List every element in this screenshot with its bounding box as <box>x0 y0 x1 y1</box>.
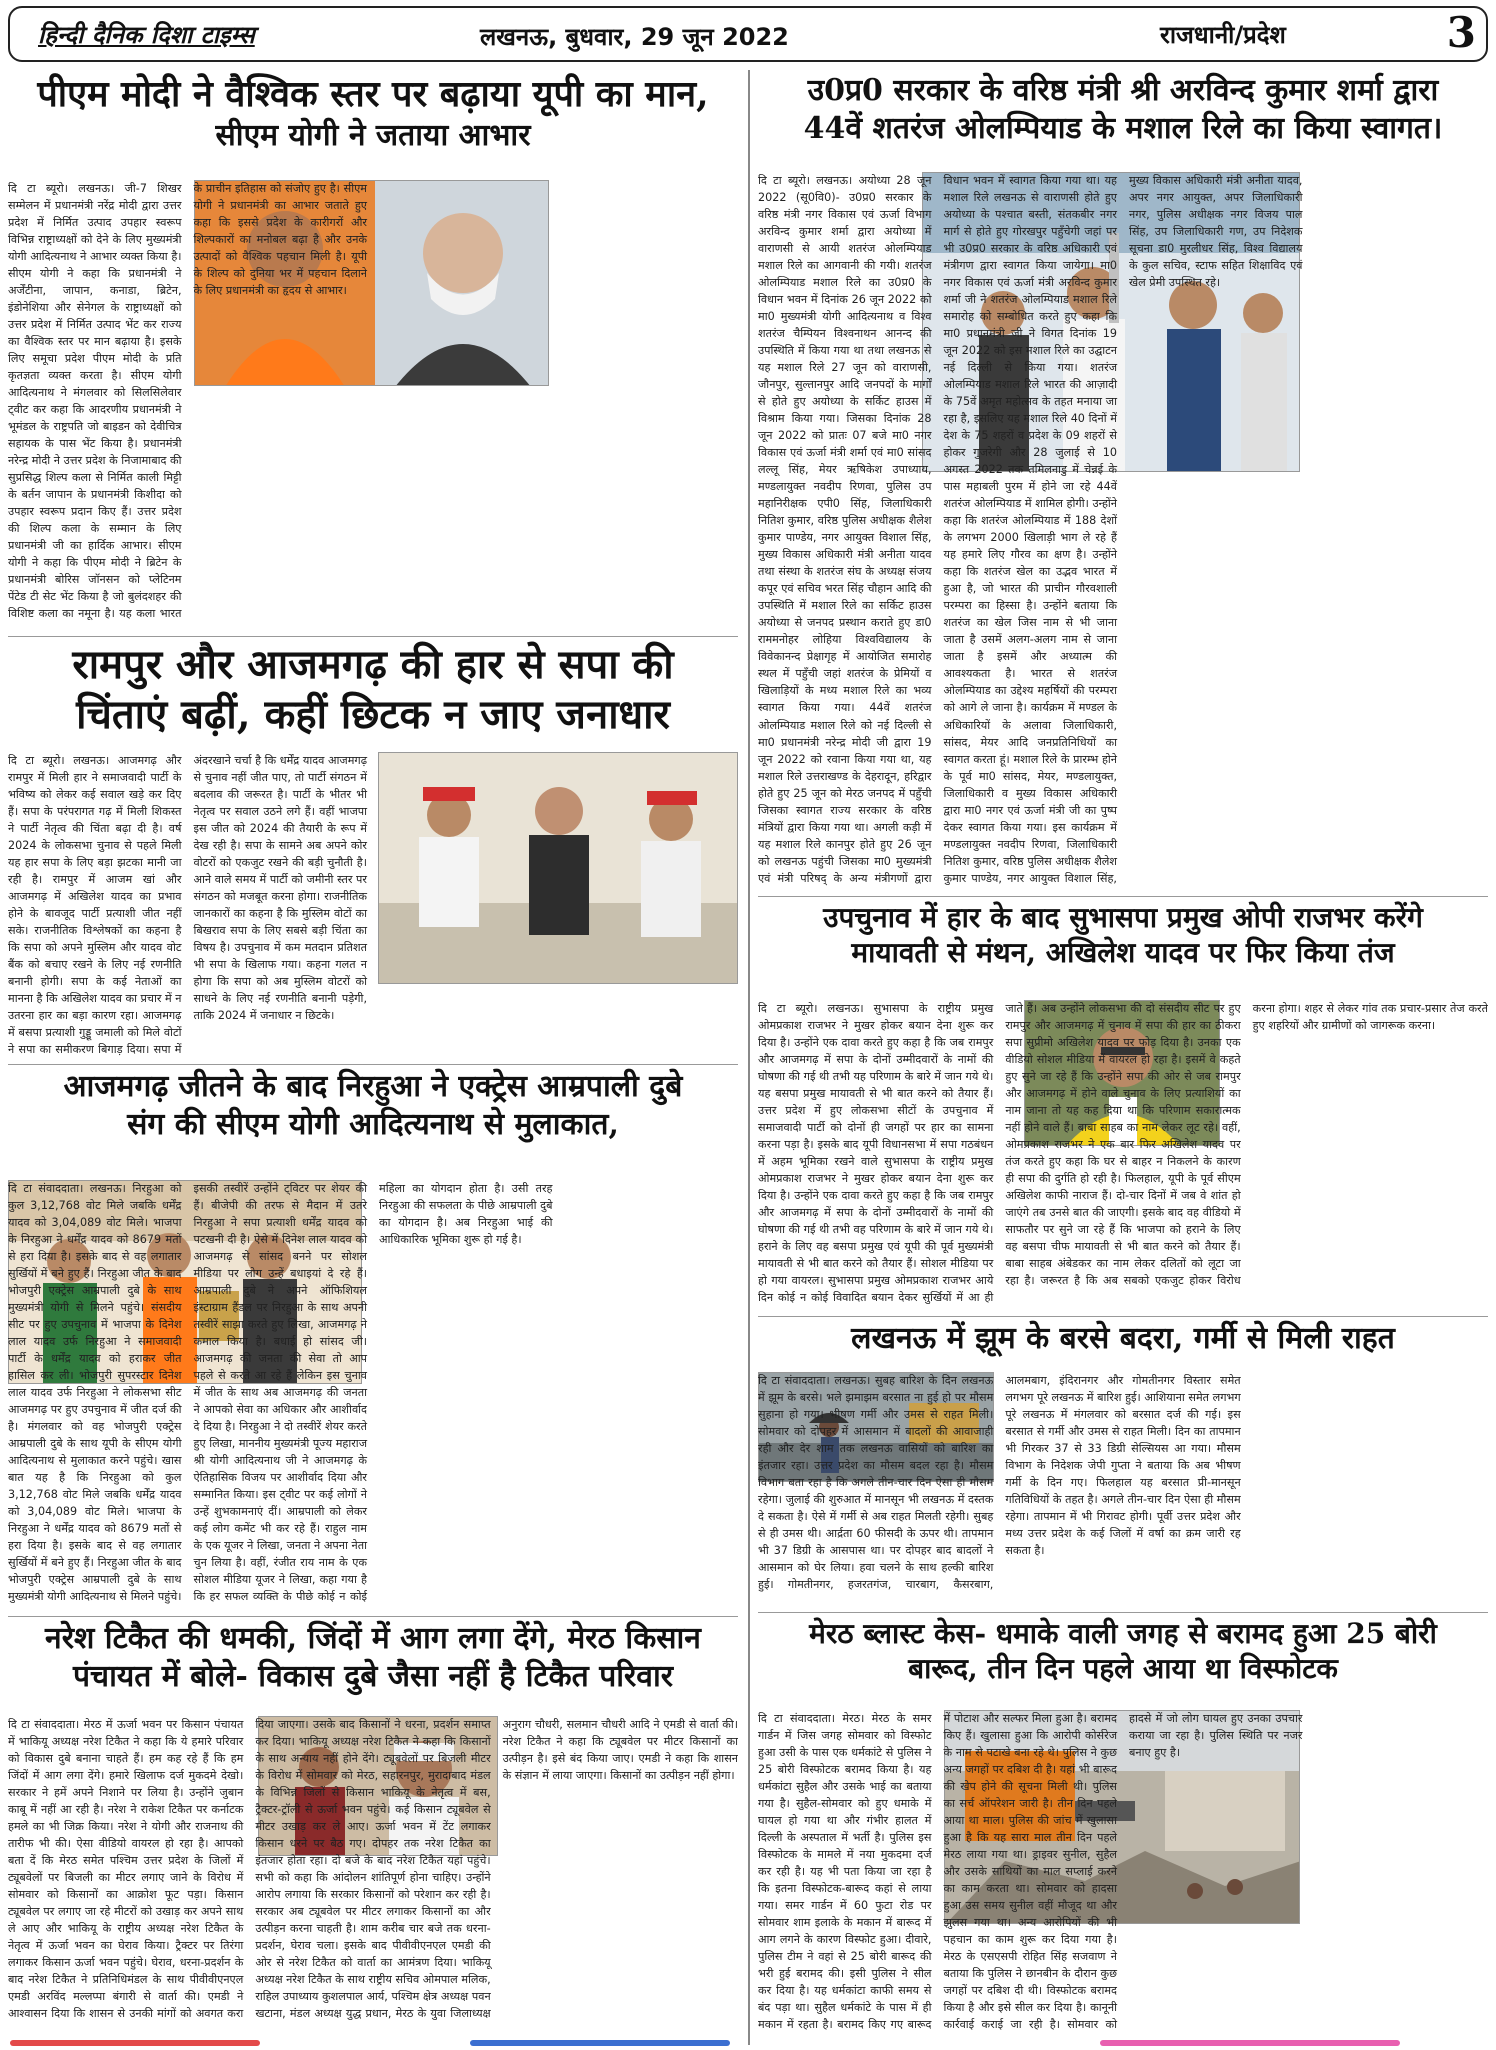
headline-nirahua-1: आजमगढ़ जीतने के बाद निरहुआ ने एक्ट्रेस आम्रपाली दुबे <box>63 1069 683 1104</box>
article-subhaspa <box>758 900 1488 1312</box>
body-olympiad: दि टा ब्यूरो। लखनऊ। अयोध्या 28 जून 2022 (सू0वि0)- उ0प्र0 सरकार के वरिष्ठ मंत्री नगर विकास एवं ऊर्जा विभाग अरविन्द कुमार शर्मा द्वारा अयोध्या में वाराणसी से आयी शतरंज ओलम्पियाड मशाल रिले का आगवानी की गयी। शतरंज ओलम्पियाड मशाल रिले का उ0प्र0 के विधान भवन में दिनांक 26 जून 2022 को मा0 मुख्यमंत्री योगी आदित्यनाथ व विश्व शतरंज चैम्पियन विश्वनाथन आनन्द की उपस्थिति में किया गया था तथा लखनऊ से यह मशाल रिले 27 जून को वाराणसी, जौनपुर, सुल्तानपुर आदि जनपदों के मार्गों से होते हुए अयोध्या के सर्किट हाउस में विश्राम किया गया। जिसका दिनांक 28 जून 2022 को प्रातः 07 बजे मा0 नगर विकास एवं ऊर्जा मंत्री शर्मा एवं मा0 सांसद लल्लू सिंह, मेयर ऋषिकेश उपाध्याय, मण्डलायुक्त नवदीप रिणवा, पुलिस उप महानिरीक्षक एपी0 सिंह, जिलाधिकारी नितिश कुमार, वरिष्ठ पुलिस अधीक्षक शैलेश कुमार पाण्डेय, नगर आयुक्त विशाल सिंह, मुख्य विकास अधिकारी मंत्री अनीता यादव तथा संस्था के शतरंज संघ के अध्यक्ष संजय कपूर एवं सचिव भरत सिंह चौहान आदि की उपस्थिति में मशाल रिले का सर्किट हाउस अयोध्या से जनपद प्रस्थान कराते हुए डा0 राममनोहर लोहिया विश्वविद्यालय के विवेकानन्द प्रेक्षागृह में आयोजित समारोह स्थल में पहुँची जहां शतरंज के प्रेमियों व खिलाड़ियों के मध्य मशाल रिले का भव्य स्वागत किया गया। 44वें शतरंज ओलम्पियाड मशाल रिले को नई दिल्ली से मा0 प्रधानमंत्री नरेन्द्र मोदी जी द्वारा 19 जून 2022 को रवाना किया गया था, यह मशाल रिले उत्तराखण्ड के देहरादून, हरिद्वार होते हुए 25 जून को मेरठ जनपद में पहुँची जिसका स्वागत राज्य सरकार के वरिष्ठ मंत्रियों द्वारा किया गया था। अगली कड़ी में यह मशाल रिले कानपुर होते हुए 26 जून को लखनऊ पहुंची जिसका मा0 मुख्यमंत्री एवं मंत्री परिषद् के अन्य मंत्रीगणों द्वारा विधान भवन में स्वागत किया गया था। यह मशाल रिले लखनऊ से वाराणसी होते हुए अयोध्या के पश्चात बस्ती, संतकबीर नगर मार्ग से होते हुए गोरखपुर पहुँचेगी जहां पर भी उ0प्र0 सरकार के वरिष्ठ अधिकारी एवं मंत्रीगण द्वारा स्वागत किया जायेगा। मा0 नगर विकास एवं ऊर्जा मंत्री अरविन्द कुमार शर्मा जी ने शतरंज ओलम्पियाड मशाल रिले समारोह को सम्बोधित करते हुए कहा कि मा0 प्रधानमंत्री जी ने विगत दिनांक 19 जून 2022 को इस मशाल रिले का उद्घाटन नई दिल्ली से किया गया। शतरंज ओलम्पियाड मशाल रिले भारत की आज़ादी के 75वें अमृत महोत्सव के तहत मनाया जा रहा है, इसलिए यह मशाल रिले 40 दिनों में देश के 75 शहरों व प्रदेश के 09 शहरों से होकर गुजरेगी और 28 जुलाई से 10 अगस्त 2022 तक तमिलनाडु में चेन्नई के पास महाबली पुरम में होने जा रहे 44वें शतरंज ओलम्पियाड में शामिल होगी। उन्होंने कहा कि शतरंज ओलम्पियाड में 188 देशों के लगभग 2000 खिलाड़ी भाग ले रहे हैं यह हमारे लिए गौरव का क्षण है। उन्होंने कहा कि शतरंज खेल का उद्भव भारत में हुआ है, जो भारत की प्राचीन गौरवशाली परम्परा का हिस्सा है। उन्होंने बताया कि शतरंज का खेल जिस नाम से भी जाना जाता है उसमें अलग-अलग नाम से जाना जाता है इसमें और अध्यात्म की आवश्यकता है। भारत से शतरंज ओलम्पियाड का उद्देश्य महर्षियों की परम्परा को आगे ले जाना है। कार्यक्रम में मण्डल के अधिकारियों के अलावा जिलाधिकारी, सांसद, मेयर आदि जनप्रतिनिधियों का स्वागत करता हूं। मशाल रिले के प्रारम्भ होने के पूर्व मा0 सांसद, मेयर, मण्डलायुक्त, जिलाधिकारी व मुख्य विकास अधिकारी द्वारा मा0 नगर एवं ऊर्जा मंत्री जी का पुष्प देकर स्वागत किया गया। इस कार्यक्रम में मण्डलायुक्त नवदीप रिणवा, जिलाधिकारी नितिश कुमार, वरिष्ठ पुलिस अधीक्षक शैलेश कुमार पाण्डेय, नगर आयुक्त विशाल सिंह, मुख्य विकास अधिकारी मंत्री अनीता यादव, अपर नगर आयुक्त, अपर जिलाधिकारी नगर, पुलिस अधीक्षक नगर विजय पाल सिंह, उप जिलाधिकारी गण, उप निदेशक सूचना डा0 मुरलीधर सिंह, विश्व विद्यालय के कुल सचिव, स्टाफ सहित शिक्षाविद एवं खेल प्रेमी उपस्थित रहे। <box>758 174 1303 885</box>
body-subhaspa: दि टा ब्यूरो। लखनऊ। सुभासपा के राष्ट्रीय प्रमुख ओमप्रकाश राजभर ने मुखर होकर बयान देना शुरू कर दिया है। उन्होंने एक दावा करते हुए कहा है कि जब रामपुर और आजमगढ़ में सपा के दोनों उम्मीदवारों के नामों की घोषणा की गई थी तभी यह परिणाम के बारे में जान गये थे। यह बसपा प्रमुख मायावती से भी बात करने को तैयार हैं। उत्तर प्रदेश में हुए लोकसभा सीटों के उपचुनाव में समाजवादी पार्टी को दोनों ही जगहों पर हार का सामना करना पड़ा है। इसके बाद यूपी विधानसभा में सपा गठबंधन में अहम भूमिका रखने वाले सुभासपा के राष्ट्रीय प्रमुख ओमप्रकाश राजभर ने मुखर होकर बयान देना शुरू कर दिया है। उन्होंने एक दावा करते हुए कहा है कि जब रामपुर और आजमगढ़ में सपा के दोनों उम्मीदवारों के नामों की घोषणा की गई थी तभी वह परिणाम के बारे में जान गये थे। हराने के लिए वह बसपा प्रमुख एवं यूपी की पूर्व मुख्यमंत्री मायावती से भी बात करने को तैयार हैं। सोशल मीडिया पर हो गया वायरल। सुभासपा प्रमुख ओमप्रकाश राजभर आये दिन कोई न कोई विवादित बयान देकर सुर्खियों में आ ही जाते हैं। अब उन्होंने लोकसभा की दो संसदीय सीट पर हुए रामपुर और आजमगढ़ में चुनाव में सपा की हार का ठीकरा सपा सुप्रीमो अखिलेश यादव पर फोड़ दिया है। उनका एक वीडियो सोशल मीडिया में वायरल हो रहा है। इसमें वे कहते हुए सुने जा रहे हैं कि उन्होंने सपा की ओर से जब रामपुर और आजमगढ़ में होने वाले चुनाव के लिए प्रत्याशियों का नाम जाना तो यह कह दिया था कि परिणाम सकारात्मक नहीं होने वाले हैं। बाबा साहब का नाम लेकर लूट रहे। वहीं, ओमप्रकाश राजभर ने एक बार फिर अखिलेश यादव पर तंज करते हुए कहा कि घर से बाहर न निकलने के कारण ही सपा की दुर्गति हो रही है। फिलहाल, यूपी के पूर्व सीएम अखिलेश काफी नाराज हैं। दो-चार दिनों में जब वे शांत हो जाएंगे तब उनसे बात की जाएगी। इसके बाद वह वीडियो में साफतौर पर सुने जा रहे हैं कि भाजपा को हराने के लिए वह बसपा चीफ मायावती से भी बात करने को तैयार हैं। बाबा साहब अंबेडकर का नाम लेकर दलितों को लूटा जा रहा है। जरूरत है कि अब सबको एकजुट होकर विरोध करना होगा। शहर से लेकर गांव तक प्रचार-प्रसार तेज करते हुए शहरियों और ग्रामीणों को जागरूक करना। <box>758 1002 1488 1305</box>
body-modi-up: दि टा ब्यूरो। लखनऊ। जी-7 शिखर सम्मेलन में प्रधानमंत्री नरेंद्र मोदी द्वारा उत्तर प्रदेश में निर्मित उत्पाद उपहार स्वरूप विभिन्न राष्ट्राध्यक्षों को देने के लिए मुख्यमंत्री योगी आदित्यनाथ ने आभार व्यक्त किया है। सीएम योगी ने कहा कि प्रधानमंत्री ने अर्जेंटीना, जापान, कनाडा, ब्रिटेन, इंडोनेशिया और सेनेगल के राष्ट्राध्यक्षों को उत्तर प्रदेश में निर्मित उत्पाद भेंट कर राज्य का वैश्विक स्तर पर मान बढ़ाया है। इसके लिए समूचा प्रदेश पीएम मोदी के प्रति कृतज्ञता व्यक्त करता है। सीएम योगी आदित्यनाथ ने मंगलवार को सिलसिलेवार ट्वीट कर कहा कि आदरणीय प्रधानमंत्री ने भूमंडल के राष्ट्रपति जो बाइडन को देवीचित्र सहायक के पास भेंट किया है। प्रधानमंत्री नरेन्द्र मोदी ने उत्तर प्रदेश के निजामाबाद की सुप्रसिद्ध शिल्प कला से निर्मित काली मिट्टी के बर्तन जापान के प्रधानमंत्री किशीदा को उपहार स्वरूप प्रदान किए हैं। उत्तर प्रदेश की शिल्प कला के सम्मान के लिए प्रधानमंत्री जी का हार्दिक आभार। सीएम योगी ने कहा कि पीएम मोदी ने ब्रिटेन के प्रधानमंत्री बोरिस जॉनसन को प्लेटिनम पेंटेड टी सेट भेंट किया है जो बुलंदशहर की विशिष्ट कला का नमूना है। यह कला भारत के प्राचीन इतिहास को संजोए हुए है। सीएम योगी ने प्रधानमंत्री का आभार जताते हुए कहा कि इससे प्रदेश के कारीगरों और शिल्पकारों का मनोबल बढ़ा है और उनके उत्पादों को वैश्विक पहचान मिली है। यूपी के शिल्प को दुनिया भर में पहचान दिलाने के लिए प्रधानमंत्री का हृदय से आभार। <box>8 182 367 621</box>
rule-1 <box>8 636 738 637</box>
rule-2 <box>8 1064 738 1065</box>
article-nirahua <box>8 1068 738 1612</box>
headline-olympiad-1: उ0प्र0 सरकार के वरिष्ठ मंत्री श्री अरविन्द कुमार शर्मा द्वारा <box>807 73 1439 108</box>
body-rampur: दि टा ब्यूरो। लखनऊ। आजमगढ़ और रामपुर में मिली हार ने समाजवादी पार्टी के भविष्य को लेकर कई सवाल खड़े कर दिए हैं। सपा के परंपरागत गढ़ में मिली शिकस्त ने पार्टी नेतृत्व की चिंता बढ़ा दी है। वर्ष 2024 के लोकसभा चुनाव से पहले मिली यह हार सपा के लिए बड़ा झटका मानी जा रही है। रामपुर में आजम खां और आजमगढ़ में अखिलेश यादव का प्रभाव होने के बावजूद पार्टी प्रत्याशी जीत नहीं सके। राजनीतिक विश्लेषकों का कहना है कि सपा को अपने मुस्लिम और यादव वोट बैंक को बचाए रखने के लिए नई रणनीति बनानी होगी। सपा के कई नेताओं का मानना है कि अखिलेश यादव का प्रचार में न उतरना हार का बड़ा कारण रहा। आजमगढ़ में बसपा प्रत्याशी गुड्डू जमाली को मिले वोटों ने सपा का समीकरण बिगाड़ दिया। सपा में अंदरखाने चर्चा है कि धर्मेंद्र यादव आजमगढ़ से चुनाव नहीं जीत पाए, तो पार्टी संगठन में बदलाव की जरूरत है। पार्टी के भीतर भी नेतृत्व पर सवाल उठने लगे हैं। वहीं भाजपा इस जीत को 2024 की तैयारी के रूप में देख रही है। सपा के सामने अब अपने कोर वोटरों को एकजुट रखने की बड़ी चुनौती है। आने वाले समय में पार्टी को जमीनी स्तर पर संगठन को मजबूत करना होगा। राजनीतिक जानकारों का कहना है कि मुस्लिम वोटों का बिखराव सपा के लिए सबसे बड़ी चिंता का विषय है। उपचुनाव में कम मतदान प्रतिशत भी सपा के खिलाफ गया। कहना गलत न होगा कि सपा को अब मुस्लिम वोटरों को साधने के लिए नई रणनीति बनानी पड़ेगी, ताकि 2024 में जनाधार न छिटके। <box>8 754 367 1057</box>
headline-rain: लखनऊ में झूम के बरसे बदरा, गर्मी से मिली राहत <box>851 1321 1395 1356</box>
bottom-bar-pink <box>1100 2040 1400 2046</box>
headline-subhaspa-2: मायावती से मंथन, अखिलेश यादव पर फिर किया तंज <box>851 936 1395 969</box>
headline-meerut-2: बारूद, तीन दिन पहले आया था विस्फोटक <box>908 1652 1338 1685</box>
bottom-bar-blue <box>470 2040 730 2046</box>
headline-nirahua-2: संग की सीएम योगी आदित्यनाथ से मुलाकात, <box>127 1106 619 1142</box>
body-meerut-blast: दि टा संवाददाता। मेरठ। मेरठ के समर गार्डन में जिस जगह सोमवार को विस्फोट हुआ उसी के पास एक धर्मकांटे से पुलिस ने 25 बोरी विस्फोटक बरामद किया है। यह धर्मकांटा सुहैल और उसके भाई का बताया गया है। सुहैल-सोमवार को हुए धमाके में घायल हो गया था और गंभीर हालत में दिल्ली के अस्पताल में भर्ती है। पुलिस इस विस्फोटक के मामले में नया मुकदमा दर्ज कर रही है। यह भी पता किया जा रहा है कि इतना विस्फोटक-बारूद कहां से लाया गया। समर गार्डन में 60 फुटा रोड पर सोमवार शाम इलाके के मकान में बारूद में आग लगने के कारण विस्फोट हुआ। दीवारे, पुलिस टीम ने वहां से 25 बोरी बारूद की भरी हुई बरामद की। इसी पुलिस ने सील कर दिया है। यह धर्मकांटा काफी समय से बंद पड़ा था। सुहैल धर्मकांटे के पास में ही मकान में रहता है। बरामद किए गए बारूद में पोटाश और सल्फर मिला हुआ है। बरामद किए हैं। खुलासा हुआ कि आरोपी कोर्सरेज के नाम से पटाखे बना रहे थे। पुलिस ने कुछ अन्य जगहों पर दबिश दी है। यहां भी बारूद की खेप होने की सूचना मिली थी। पुलिस का सर्च ऑपरेशन जारी है। तीन दिन पहले आया था माल। पुलिस की जांच में खुलासा हुआ है कि यह सारा माल तीन दिन पहले मेरठ लाया गया था। ड्राइवर सुनील, सुहैल और उसके साथियों का माल सप्लाई करने का काम करता था। सोमवार को हादसा हुआ उस समय सुनील वहीं मौजूद था और झुलस गया था। अन्य आरोपियों की भी पहचान का काम शुरू कर दिया गया है। मेरठ के एसएसपी रोहित सिंह सजवाण ने बताया कि पुलिस ने छानबीन के दौरान कुछ जगहों पर दबिश दी थी। विस्फोटक बरामद किया है और इसे सील कर दिया है। कानूनी कार्रवाई कराई जा रही है। सोमवार को हादसे में जो लोग घायल हुए उनका उपचार कराया जा रहा है। पुलिस स्थिति पर नजर बनाए हुए है। <box>758 1712 1303 2032</box>
paper-name: हिन्दी दैनिक दिशा टाइम्स <box>38 21 255 49</box>
rule-3 <box>8 1616 738 1617</box>
headline-subhaspa-1: उपचुनाव में हार के बाद सुभासपा प्रमुख ओपी राजभर करेंगे <box>823 901 1423 934</box>
article-naresh-tikait <box>8 1620 738 2036</box>
article-olympiad <box>758 72 1488 892</box>
headline-modi-up-1: पीएम मोदी ने वैश्विक स्तर पर बढ़ाया यूपी का मान, <box>37 73 709 115</box>
article-meerut-blast <box>758 1616 1488 2036</box>
article-modi-up <box>8 72 738 632</box>
page-number: 3 <box>1446 8 1476 57</box>
body-rain: दि टा संवाददाता। लखनऊ। सुबह बारिश के दिन लखनऊ में झूम के बरसे। भले झमाझम बरसात ना हुई हो पर मौसम सुहाना हो गया। भीषण गर्मी और उमस से राहत मिली। सोमवार को दोपहर में आसमान में बादलों की आवाजाही रही और देर शाम तक लखनऊ वासियों को बारिश का इंतजार रहा। उत्तर प्रदेश का मौसम बदल रहा है। मौसम विभाग बता रहा है कि अगले तीन-चार दिन ऐसा ही मौसम रहेगा। जुलाई की शुरुआत में मानसून भी लखनऊ में दस्तक दे सकता है। ऐसे में गर्मी से अब राहत मिलती रहेगी। सुबह से ही उमस थी। आर्द्रता 60 फीसदी के ऊपर थी। तापमान भी 37 डिग्री के आसपास था। पर दोपहर बाद बादलों ने आसमान को घेर लिया। हवा चलने के साथ हल्की बारिश हुई। गोमतीनगर, हजरतगंज, चारबाग, कैसरबाग, आलमबाग, इंदिरानगर और गोमतीनगर विस्तार समेत लगभग पूरे लखनऊ में बारिश हुई। आशियाना समेत लगभग पूरे लखनऊ में मंगलवार को बरसात दर्ज की गई। इस बरसात से गर्मी और उमस से राहत मिली। दिन का तापमान भी गिरकर 37 से 33 डिग्री सेल्सियस आ गया। मौसम विभाग के निदेशक जेपी गुप्ता ने बताया कि अब भीषण गर्मी के दिन गए। फिलहाल यह बरसात प्री-मानसून गतिविधियों के तहत है। अगले तीन-चार दिन ऐसा ही मौसम रहेगा। तापमान में भी गिरावट होगी। पूर्वी उत्तर प्रदेश और मध्य उत्तर प्रदेश के कई जिलों में वर्षा का क्रम जारी रह सकता है। <box>758 1374 1241 1592</box>
headline-meerut-1: मेरठ ब्लास्ट केस- धमाके वाली जगह से बरामद हुआ 25 बोरी <box>809 1617 1437 1650</box>
rule-5 <box>758 1316 1488 1317</box>
headline-modi-up-2: सीएम योगी ने जताया आभार <box>215 118 531 153</box>
column-divider <box>748 70 750 2045</box>
headline-tikait-1: नरेश टिकैत की धमकी, जिंदों में आग लगा देंगे, मेरठ किसान <box>45 1621 701 1656</box>
headline-tikait-2: पंचायत में बोले- विकास दुबे जैसा नहीं है टिकैत परिवार <box>72 1658 673 1694</box>
bottom-bar-red <box>10 2040 260 2046</box>
body-naresh-tikait: दि टा संवाददाता। मेरठ में ऊर्जा भवन पर किसान पंचायत में भाकियू अध्यक्ष नरेश टिकैत ने कहा कि ये हमारे परिवार को विकास दुबे बनाना चाहते हैं। हम कह रहे हैं कि हम जिंदों में आग लगा देंगे। हमारे खिलाफ दर्ज मुकदमे देखो। सरकार ने हमें अपने निशाने पर लिया है। उन्होंने जुबान काबू में नहीं आ रही है। नरेश ने राकेश टिकैत पर कर्नाटक हमले का भी जिक्र किया। नरेश ने योगी और राजनाथ की तारीफ भी की। ऐसा वीडियो वायरल हो रहा है। आपको बता दें कि मेरठ समेत पश्चिम उत्तर प्रदेश के जिलों में ट्यूबवेलों पर बिजली का मीटर लगाए जाने के विरोध में सोमवार को किसानों का आक्रोश फूट पड़ा। किसान ट्यूबवेल पर लगाए जा रहे मीटरों को उखाड़ कर अपने साथ ले आए और भाकियू के राष्ट्रीय अध्यक्ष नरेश टिकैत के नेतृत्व में ऊर्जा भवन का घेराव किया। ट्रैक्टर पर तिरंगा लगाकर किसान ऊर्जा भवन पहुंचे। घेराव, धरना-प्रदर्शन के बाद नरेश टिकैत ने प्रतिनिधिमंडल के साथ पीवीवीएनएल एमडी अरविंद मल्लप्पा बंगारी से वार्ता की। एमडी ने आश्वासन दिया कि शासन से उनकी मांगों को अवगत करा दिया जाएगा। उसके बाद किसानों ने धरना, प्रदर्शन समाप्त कर दिया। भाकियू अध्यक्ष नरेश टिकैत ने कहा कि किसानों के साथ अन्याय नहीं होने देंगे। ट्यूबवेलों पर बिजली मीटर के विरोध में सोमवार को मेरठ, सहारनपुर, मुरादाबाद मंडल के विभिन्न जिलों से किसान भाकियू के नेतृत्व में बस, ट्रैक्टर-ट्रॉली से ऊर्जा भवन पहुंचे। कई किसान ट्यूबवेल से मीटर उखाड़ कर ले आए। ऊर्जा भवन में टेंट लगाकर किसान धरने पर बैठ गए। दोपहर तक नरेश टिकैत का इंतजार होता रहा। दो बजे के बाद नरेश टिकैत यहां पहुंचे। सभी को कहा कि आंदोलन शांतिपूर्ण होना चाहिए। उन्होंने आरोप लगाया कि सरकार किसानों को परेशान कर रही है। सरकार अब ट्यूबवेल पर मीटर लगाकर किसानों का और उत्पीड़न करना चाहती है। शाम करीब चार बजे तक धरना-प्रदर्शन, घेराव चला। इसके बाद पीवीवीएनएल एमडी की ओर से नरेश टिकैत को वार्ता का आमंत्रण दिया। भाकियू अध्यक्ष नरेश टिकैत के साथ राष्ट्रीय सचिव ओमपाल मलिक, राहिल उपाध्याय कुशलपाल आर्य, पश्चिम क्षेत्र अध्यक्ष पवन खटाना, मंडल अध्यक्ष युद्ध प्रधान, मेरठ के युवा जिलाध्यक्ष अनुराग चौधरी, सलमान चौधरी आदि ने एमडी से वार्ता की। नरेश टिकैत ने कहा कि ट्यूबवेल पर मीटर किसानों का उत्पीड़न है। इसे बंद किया जाए। एमडी ने कहा कि शासन के संज्ञान में लाया जाएगा। किसानों का उत्पीड़न नहीं होगा। <box>8 1718 738 2021</box>
rule-4 <box>758 896 1488 897</box>
article-rampur <box>8 640 738 1060</box>
article-lucknow-rain <box>758 1320 1488 1608</box>
rule-6 <box>758 1612 1488 1613</box>
headline-rampur-2: चिंताएं बढ़ीं, कहीं छिटक न जाए जनाधार <box>76 691 670 738</box>
body-nirahua: दि टा संवाददाता। लखनऊ। निरहुआ को कुल 3,12,768 वोट मिले जबकि धर्मेंद्र यादव को 3,04,089 वोट मिले। भाजपा के निरहुआ ने धर्मेंद्र यादव को 8679 मतों से हरा दिया है। इसके बाद से वह लगातार सुर्खियों में बने हुए हैं। निरहुआ जीत के बाद भोजपुरी एक्ट्रेस आम्रपाली दुबे के साथ मुख्यमंत्री योगी से मिलने पहुंचे। संसदीय सीट पर हुए उपचुनाव में भाजपा के दिनेश लाल यादव उर्फ निरहुआ ने समाजवादी पार्टी के धर्मेंद्र यादव को हराकर जीत हासिल कर ली। भोजपुरी सुपरस्टार दिनेश लाल यादव उर्फ निरहुआ ने लोकसभा सीट आजमगढ़ पर हुए उपचुनाव में जीत दर्ज की है। मंगलवार को वह भोजपुरी एक्ट्रेस आम्रपाली दुबे के साथ यूपी के सीएम योगी आदित्यनाथ से मुलाकात करने पहुंचे। खास बात यह है कि निरहुआ को कुल 3,12,768 वोट मिले जबकि धर्मेंद्र यादव को 3,04,089 वोट मिले। भाजपा के निरहुआ ने धर्मेंद्र यादव को 8679 मतों से हरा दिया है। इसके बाद से वह लगातार सुर्खियों में बने हुए हैं। निरहुआ जीत के बाद भोजपुरी एक्ट्रेस आम्रपाली दुबे के साथ मुख्यमंत्री योगी आदित्यनाथ से मिलने पहुंचे। इसकी तस्वीरें उन्होंने ट्विटर पर शेयर की हैं। बीजेपी की तरफ से मैदान में उतरे निरहुआ ने सपा प्रत्याशी धर्मेंद्र यादव को पटखनी दी है। ऐसे में दिनेश लाल यादव को आजमगढ़ से सांसद बनने पर सोशल मीडिया पर लोग उन्हें बधाइयां दे रहे हैं। आम्रपाली दुबे ने अपने ऑफिशियल इंस्टाग्राम हैंडल पर निरहुआ के साथ अपनी तस्वीरें साझा करते हुए लिखा, आजमगढ़ ने कमाल किया है। बधाई हो सांसद जी। आजमगढ़ की जनता की सेवा तो आप पहले से करते आ रहे हैं लेकिन इस चुनाव में जीत के साथ अब आजमगढ़ की जनता ने आपको सेवा का अधिकार और आशीर्वाद दे दिया है। निरहुआ ने दो तस्वीरें शेयर करते हुए लिखा, माननीय मुख्यमंत्री पूज्य महाराज श्री योगी आदित्यनाथ जी ने आजमगढ़ के ऐतिहासिक विजय पर आशीर्वाद दिया और सम्मानित किया। इस ट्वीट पर कई लोगों ने उन्हें शुभकामनाएं दीं। आम्रपाली को लेकर कई लोग कमेंट भी कर रहे हैं। राहुल नाम के एक यूजर ने लिखा, जनता ने अपना नेता चुन लिया है। वहीं, रंजीत राय नाम के एक सोशल मीडिया यूजर ने लिखा, कहा गया है कि हर सफल व्यक्ति के पीछे कोई न कोई महिला का योगदान होता है। उसी तरह निरहुआ की सफलता के पीछे आम्रपाली दुबे का योगदान है। अब निरहुआ भाई की आधिकारिक भूमिका शुरू हो गई है। <box>8 1182 553 1604</box>
masthead <box>8 6 1488 62</box>
headline-rampur-1: रामपुर और आजमगढ़ की हार से सपा की <box>72 641 674 688</box>
section-name: राजधानी/प्रदेश <box>1160 21 1286 49</box>
issue-date: लखनऊ, बुधवार, 29 जून 2022 <box>480 23 789 51</box>
headline-olympiad-2: 44वें शतरंज ओलम्पियाड के मशाल रिले का किया स्वागत। <box>803 110 1443 146</box>
